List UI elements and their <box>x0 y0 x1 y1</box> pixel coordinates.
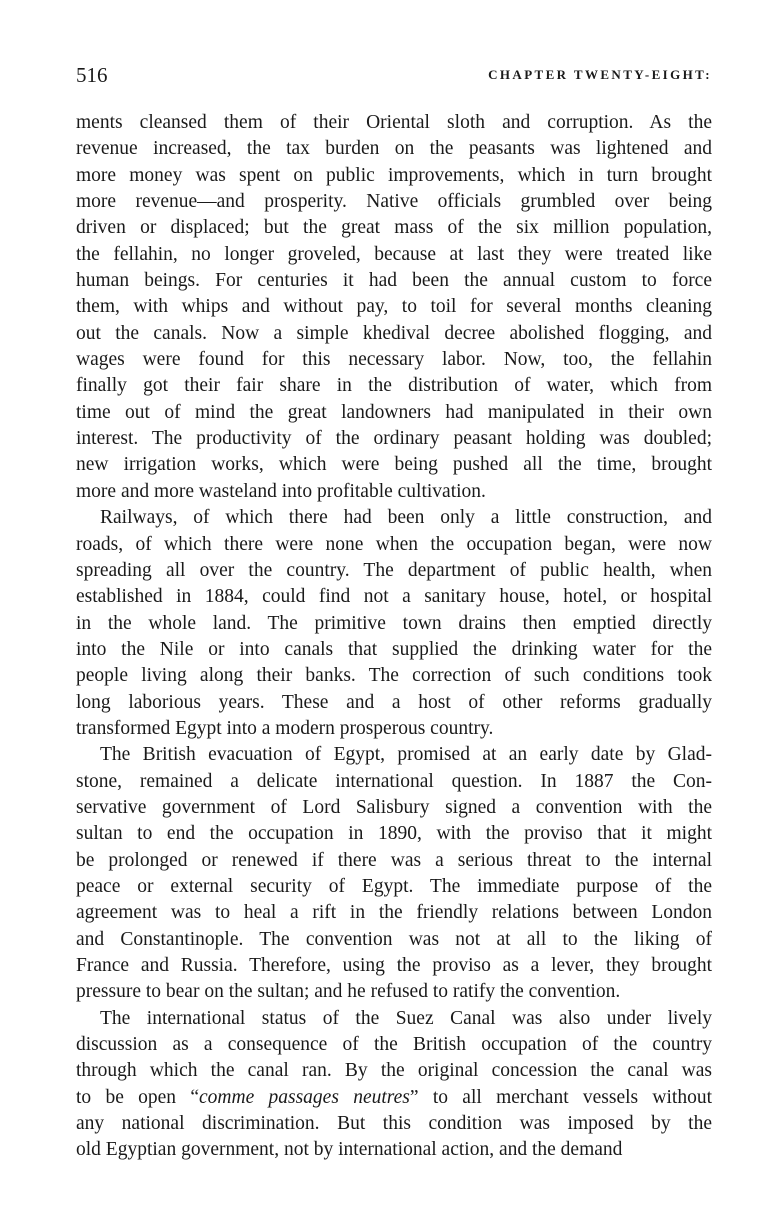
text-line: time out of mind the great landowners had manipulated in their own <box>76 401 712 423</box>
text-line: more and more wasteland into profitable cultivation. <box>76 480 486 502</box>
text-line: peace or external security of Egypt. The immediate purpose of the <box>76 875 712 897</box>
text-segment: to be open “ <box>76 1086 199 1108</box>
text-line: the fellahin, no longer groveled, because at last they were treated like <box>76 243 712 265</box>
text-line: established in 1884, could find not a sanitary house, hotel, or hospital <box>76 586 712 608</box>
body-text <box>76 110 712 1164</box>
italic-phrase: comme passages neutres <box>199 1086 410 1108</box>
text-line: roads, of which there were none when the occupation began, were now <box>76 533 712 555</box>
text-line: in the whole land. The primitive town drains then emptied directly <box>76 612 712 634</box>
text-line: old Egyptian government, not by international action, and the demand <box>76 1139 623 1161</box>
text-line: pressure to bear on the sultan; and he refused to ratify the convention. <box>76 981 621 1003</box>
running-head: CHAPTER TWENTY-EIGHT: <box>488 67 712 82</box>
text-line: and Constantinople. The convention was not at all to the liking of <box>76 928 712 950</box>
text-line: finally got their fair share in the distribution of water, which from <box>76 375 712 397</box>
text-line: transformed Egypt into a modern prosperous country. <box>76 717 494 739</box>
text-line: people living along their banks. The correction of such conditions took <box>76 665 712 687</box>
text-segment: ” to all merchant vessels without <box>409 1086 713 1108</box>
paragraph <box>76 742 712 1005</box>
text-line: ments cleansed them of their Oriental sloth and corruption. As the <box>76 112 712 133</box>
paragraph <box>76 1006 712 1164</box>
text-line: Railways, of which there had been only a little construction, and <box>100 507 712 529</box>
text-line: revenue increased, the tax burden on the peasants was lightened and <box>76 138 712 160</box>
text-line: France and Russia. Therefore, using the proviso as a lever, they brought <box>76 955 712 976</box>
text-line: discussion as a consequence of the British occupation of the country <box>76 1034 712 1056</box>
text-line: The British evacuation of Egypt, promised at an early date by Glad- <box>100 744 712 766</box>
text-line: be prolonged or renewed if there was a serious threat to the internal <box>76 849 712 871</box>
text-line: more money was spent on public improvements, which in turn brought <box>76 164 712 186</box>
page-header <box>76 60 712 94</box>
paragraph <box>76 110 712 505</box>
text-line: any national discrimination. But this condition was imposed by the <box>76 1113 712 1135</box>
text-line: agreement was to heal a rift in the friendly relations between London <box>76 902 712 924</box>
text-line: driven or displaced; but the great mass of the six million population, <box>76 217 712 239</box>
text-line: interest. The productivity of the ordinary peasant holding was doubled; <box>76 428 712 450</box>
text-line: The international status of the Suez Canal was also under lively <box>100 1007 712 1029</box>
text-line: through which the canal ran. By the original concession the canal was <box>76 1060 712 1082</box>
paragraph <box>76 505 712 742</box>
text-line: spreading all over the country. The department of public health, when <box>76 559 712 581</box>
text-line: long laborious years. These and a host of other reforms gradually <box>76 691 712 713</box>
text-line: into the Nile or into canals that supplied the drinking water for the <box>76 638 712 660</box>
text-line: them, with whips and without pay, to toil for several months cleaning <box>76 296 712 318</box>
text-line: more revenue—and prosperity. Native officials grumbled over being <box>76 191 712 213</box>
page-number: 516 <box>76 63 108 87</box>
text-line: wages were found for this necessary labor. Now, too, the fellahin <box>76 349 712 371</box>
text-line: servative government of Lord Salisbury signed a convention with the <box>76 796 712 818</box>
text-line: out the canals. Now a simple khedival decree abolished flogging, and <box>76 322 712 344</box>
text-line: human beings. For centuries it had been the annual custom to force <box>76 270 712 292</box>
text-line: sultan to end the occupation in 1890, with the proviso that it might <box>76 823 712 845</box>
text-line: new irrigation works, which were being pushed all the time, brought <box>76 454 712 476</box>
text-line <box>76 1085 712 1111</box>
text-line: stone, remained a delicate international question. In 1887 the Con- <box>76 770 712 792</box>
